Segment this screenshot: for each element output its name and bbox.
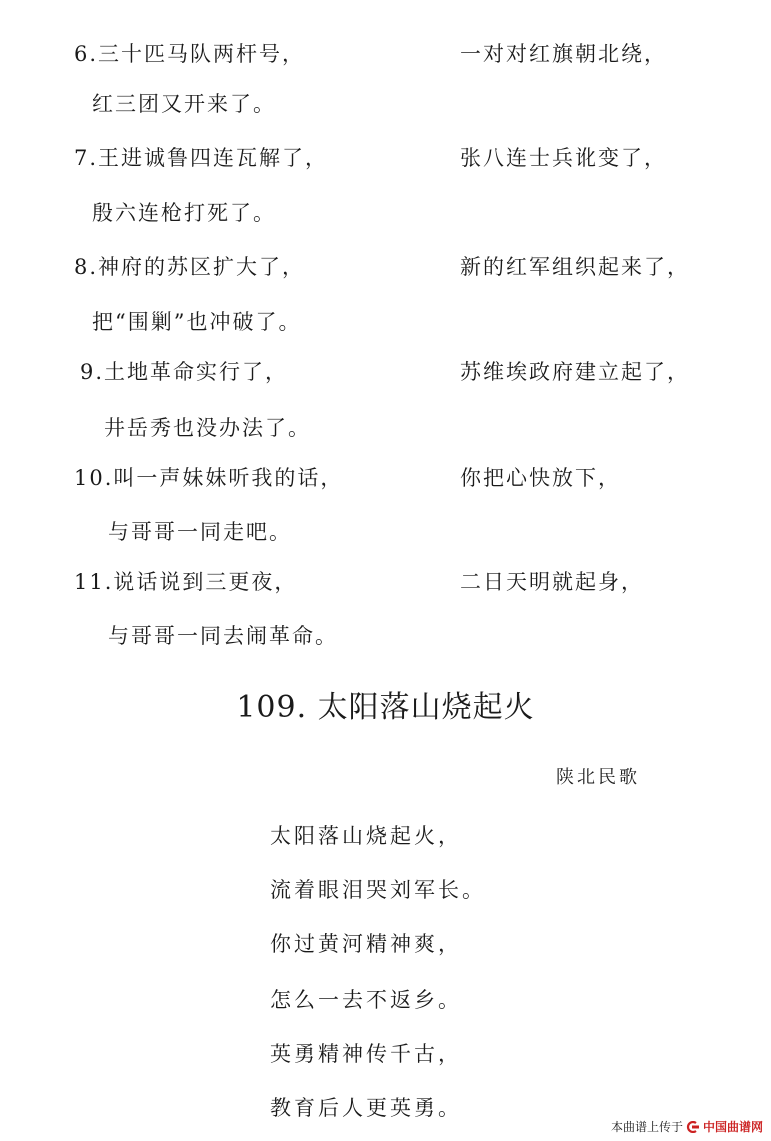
song-title: 109. 太阳落山烧起火 [236,690,535,725]
lyric-line: 太阳落山烧起火， [270,824,462,848]
verse-6-first-line: 6.三十匹马队两杆号， [74,42,306,66]
verse-10-first-line: 10.叫一声妹妹听我的话， [74,466,344,490]
verse-8-second-line: 新的红军组织起来了， [460,255,690,279]
uploaded-text: 本曲谱上传于 [610,1120,683,1134]
verse-10-second-line: 你把心快放下， [460,466,621,490]
verse-7-second-line: 张八连士兵讹变了， [460,146,667,170]
verse-9-first-line: 9.土地革命实行了， [80,360,289,384]
lyric-line: 你过黄河精神爽， [270,932,462,956]
lyric-line: 英勇精神传千古， [270,1042,462,1066]
lyric-line: 流着眼泪哭刘军长。 [270,878,486,902]
verse-11-second-line: 二日天明就起身， [460,570,644,594]
verse-6-continuation: 红三团又开来了。 [92,92,276,116]
song-origin: 陕北民歌 [556,767,640,788]
verse-8-first-line: 8.神府的苏区扩大了， [74,255,306,279]
verse-6-second-line: 一对对红旗朝北绕， [460,42,667,66]
verse-8-continuation: 把“围剿”也冲破了。 [92,310,302,334]
verse-7-continuation: 殷六连枪打死了。 [92,201,276,225]
verse-7-first-line: 7.王进诚鲁四连瓦解了， [74,146,329,170]
upload-source-footer [611,1118,763,1135]
verse-11-first-line: 11.说话说到三更夜， [74,570,298,594]
verse-9-second-line: 苏维埃政府建立起了， [460,360,690,384]
verse-11-continuation: 与哥哥一同去闹革命。 [108,624,338,648]
red-logo-icon [686,1121,700,1133]
lyric-line: 怎么一去不返乡。 [270,988,462,1012]
brand-name: 中国曲谱网 [702,1120,763,1134]
verse-9-continuation: 井岳秀也没办法了。 [104,416,311,440]
lyric-line: 教育后人更英勇。 [270,1096,462,1120]
verse-10-continuation: 与哥哥一同走吧。 [108,520,292,544]
